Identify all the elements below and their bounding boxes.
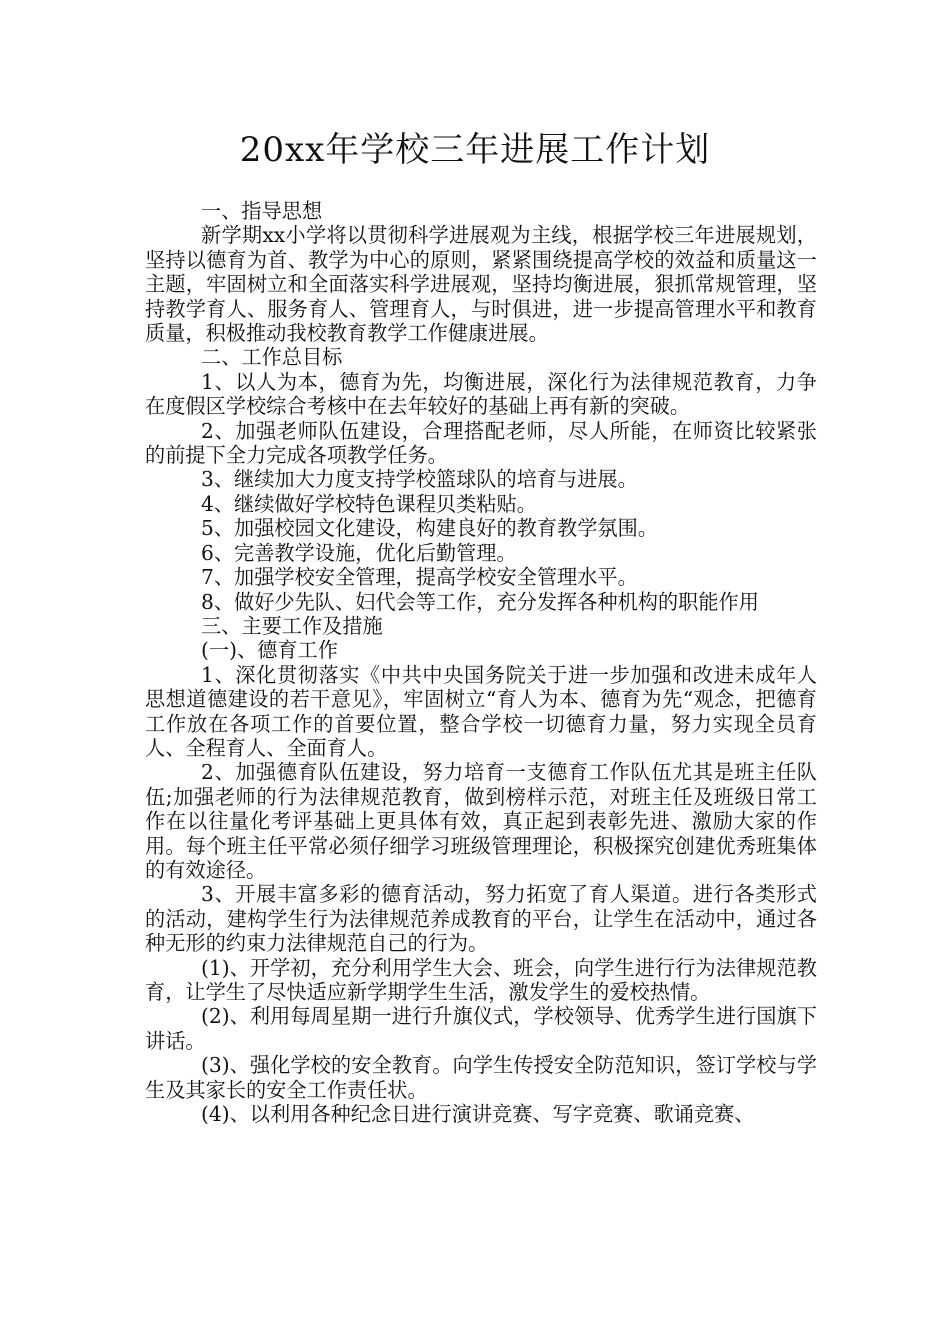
body-paragraph: 4、继续做好学校特色课程贝类粘贴。 <box>201 491 537 516</box>
body-paragraph: 3、继续加大力度支持学校篮球队的培育与进展。 <box>201 467 638 492</box>
body-paragraph: 6、完善教学设施，优化后勤管理。 <box>201 540 517 565</box>
body-paragraph: (4)、以利用各种纪念日进行演讲竞赛、写字竞赛、歌诵竞赛、 <box>201 1102 755 1127</box>
body-paragraph: 1、深化贯彻落实《中共中央国务院关于进一步加强和改进未成年人思想道德建设的若干意见》，牢固树立“育人为本、德育为先“观念，把德育工作放在各项工作的首要位置，整合学校一切德育力量，努力实现全员育人、全程育人、全面育人。 <box>145 662 817 760</box>
body-paragraph: 5、加强校园文化建设，构建良好的教育教学氛围。 <box>201 516 658 541</box>
body-paragraph: (2)、利用每周星期一进行升旗仪式，学校领导、优秀学生进行国旗下讲话。 <box>145 1004 817 1053</box>
document-title: 20xx年学校三年进展工作计划 <box>239 130 711 170</box>
body-paragraph: 1、以人为本，德育为先，均衡进展，深化行为法律规范教育，力争在度假区学校综合考核中在去年较好的基础上再有新的突破。 <box>145 369 817 419</box>
body-paragraph: 2、加强德育队伍建设，努力培育一支德育工作队伍尤其是班主任队伍;加强老师的行为法律规范教育，做到榜样示范，对班主任及班级日常工作在以往量化考评基础上更具体有效，真正起到表彰先进、激励大家的作用。每个班主任平常必须仔细学习班级管理理论，积极探究创建优秀班集体的有效途径。 <box>145 760 817 882</box>
section-heading: (一)、德育工作 <box>201 638 338 663</box>
body-paragraph: (1)、开学初，充分利用学生大会、班会，向学生进行行为法律规范教育，让学生了尽快适应新学期学生生活，激发学生的爱校热情。 <box>145 955 817 1004</box>
section-heading: 一、指导思想 <box>201 199 323 223</box>
body-paragraph: 新学期xx小学将以贯彻科学进展观为主线，根据学校三年进展规划，坚持以德育为首、教学为中心的原则，紧紧围绕提高学校的效益和质量这一主题，牢固树立和全面落实科学进展观，坚持均衡进展，狠抓常规管理，坚持教学育人、服务育人、管理育人，与时俱进，进一步提高管理水平和教育质量，积极推动我校教育教学工作健康进展。 <box>145 223 817 346</box>
body-paragraph: 3、开展丰富多彩的德育活动，努力拓宽了育人渠道。进行各类形式的活动，建构学生行为法律规范养成教育的平台，让学生在活动中，通过各种无形的约束力法律规范自己的行为。 <box>145 882 817 956</box>
section-heading: 三、主要工作及措施 <box>201 613 383 638</box>
document-body <box>145 199 817 1126</box>
section-heading: 二、工作总目标 <box>201 345 343 370</box>
body-paragraph: 8、做好少先队、妇代会等工作，充分发挥各种机构的职能作用 <box>201 589 759 614</box>
body-paragraph: 7、加强学校安全管理，提高学校安全管理水平。 <box>201 565 638 590</box>
body-paragraph: 2、加强老师队伍建设，合理搭配老师，尽人所能，在师资比较紧张的前提下全力完成各项教学任务。 <box>145 418 817 468</box>
body-paragraph: (3)、强化学校的安全教育。向学生传授安全防范知识，签订学校与学生及其家长的安全工作责任状。 <box>145 1053 817 1102</box>
